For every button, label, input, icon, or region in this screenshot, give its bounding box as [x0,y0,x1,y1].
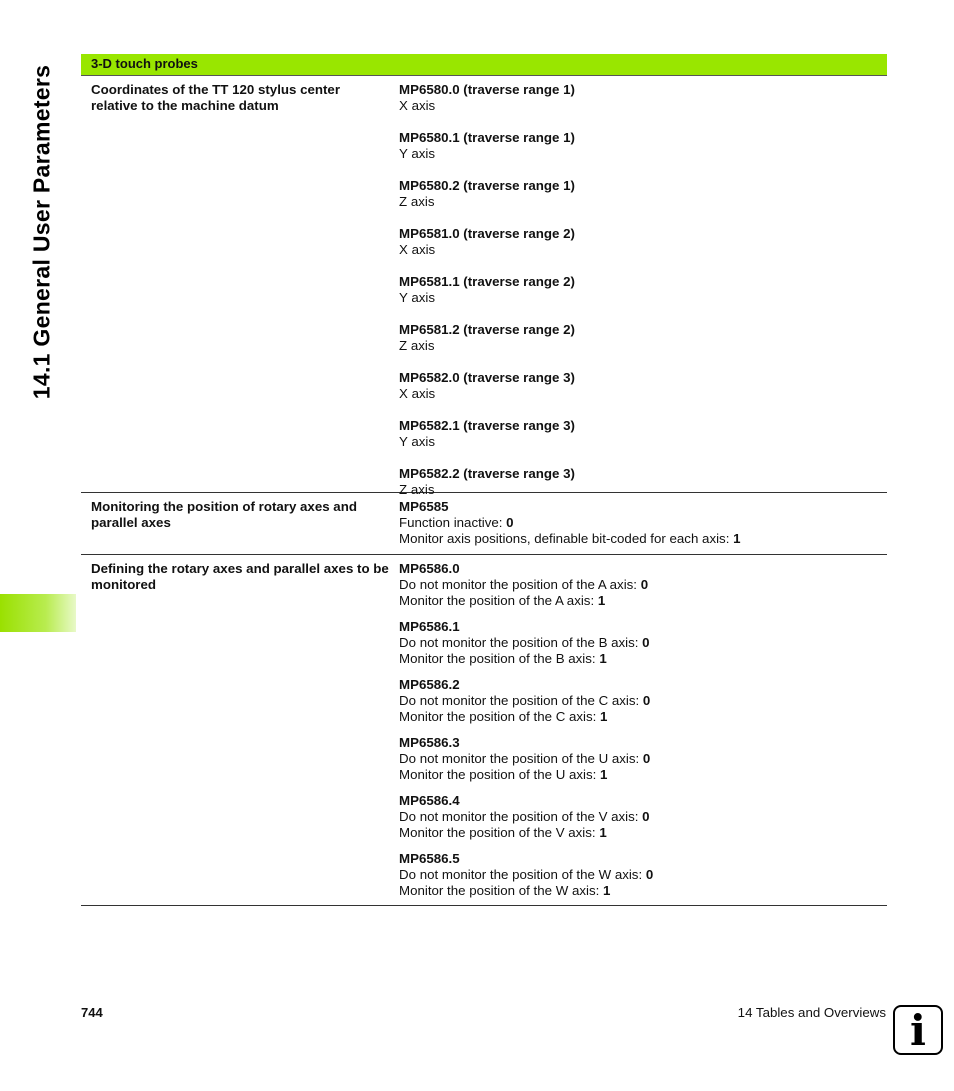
param-line-value: 0 [642,635,650,650]
param-line [399,693,887,709]
info-icon[interactable] [893,1005,943,1055]
param-name: MP6580.1 (traverse range 1) [399,130,575,145]
chapter-side-title-text: 14.1 General User Parameters [28,64,55,400]
param-block [399,793,887,841]
param-line-text: Monitor the position of the A axis: [399,593,598,608]
param-name: MP6580.0 (traverse range 1) [399,82,575,97]
row-label: Coordinates of the TT 120 stylus center relative to the machine datum [91,82,341,113]
table-row [81,493,887,555]
param-line [399,709,887,725]
param-line [399,515,887,531]
chapter-side-title [22,52,62,412]
param-line [399,825,887,841]
param-block [399,274,887,306]
param-line-text: Do not monitor the position of the A axis: [399,577,641,592]
param-block [399,178,887,210]
param-line-value: 0 [642,809,650,824]
param-line: X axis [399,386,436,401]
param-block [399,226,887,258]
param-name: MP6581.2 (traverse range 2) [399,322,575,337]
param-line [399,767,887,783]
param-line: Z axis [399,194,435,209]
param-name: MP6586.3 [399,735,460,750]
param-line: Y axis [399,434,435,449]
parameters-table [81,54,887,906]
row-body [399,561,887,897]
param-name: MP6586.2 [399,677,460,692]
param-line: X axis [399,242,436,257]
param-line-value: 1 [597,593,606,608]
param-line-text: Do not monitor the position of the U axis: [399,751,643,766]
param-line-value: 1 [733,531,741,546]
param-name: MP6582.1 (traverse range 3) [399,418,575,433]
param-block [399,619,887,667]
param-line [399,809,887,825]
param-line-text: Do not monitor the position of the W axis: [399,867,646,882]
param-line-value: 1 [600,767,608,782]
table-header: 3-D touch probes [81,54,887,76]
param-line: Y axis [399,146,435,161]
param-line: Z axis [399,482,435,497]
param-line-value: 0 [645,867,654,882]
param-line-text: Do not monitor the position of the V axis: [399,809,643,824]
param-name: MP6582.2 (traverse range 3) [399,466,575,481]
param-name: MP6586.0 [399,561,460,576]
param-name: MP6586.4 [399,793,460,808]
param-block [399,561,887,609]
param-line-text: Monitor axis positions, definable bit-coded for each axis: [399,531,734,546]
footer-chapter-title: 14 Tables and Overviews [737,1005,886,1020]
param-name: MP6586.1 [399,619,460,634]
param-line [399,531,887,547]
param-block [399,370,887,402]
param-block [399,851,887,899]
param-line-text: Function inactive: [399,515,507,530]
param-block [399,735,887,783]
param-name: MP6581.1 (traverse range 2) [399,274,575,289]
param-line [399,635,887,651]
param-block [399,418,887,450]
param-name: MP6585 [399,499,449,514]
param-block [399,82,887,114]
param-line-value: 1 [599,825,607,840]
param-block [399,677,887,725]
row-label: Defining the rotary axes and parallel axes to be monitored [91,561,389,592]
param-line-value: 0 [642,751,651,766]
param-line-value: 0 [506,515,514,530]
param-line [399,867,887,883]
param-block [399,499,887,547]
param-line [399,883,887,899]
param-name: MP6586.5 [399,851,460,866]
param-name: MP6581.0 (traverse range 2) [399,226,575,241]
row-body [399,499,887,546]
param-line [399,751,887,767]
info-icon-glyph: i [910,1005,926,1055]
param-line-text: Monitor the position of the V axis: [399,825,600,840]
param-line-text: Monitor the position of the W axis: [399,883,603,898]
param-line-text: Monitor the position of the C axis: [399,709,601,724]
param-line [399,651,887,667]
param-line-text: Monitor the position of the U axis: [399,767,601,782]
chapter-tab-marker [0,594,76,632]
param-name: MP6582.0 (traverse range 3) [399,370,575,385]
param-line: Y axis [399,290,435,305]
param-line-value: 1 [600,709,608,724]
param-line-value: 1 [602,883,611,898]
param-line-text: Monitor the position of the B axis: [399,651,600,666]
param-line-value: 1 [599,651,607,666]
page-number: 744 [81,1005,103,1020]
param-block [399,466,887,498]
param-line-value: 0 [642,693,651,708]
param-line-text: Do not monitor the position of the B axis: [399,635,643,650]
param-line: Z axis [399,338,435,353]
param-line [399,577,887,593]
table-row [81,555,887,906]
param-name: MP6580.2 (traverse range 1) [399,178,575,193]
param-line [399,593,887,609]
param-block [399,130,887,162]
row-label: Monitoring the position of rotary axes and parallel axes [91,499,357,530]
table-row [81,76,887,497]
row-body [399,82,887,497]
param-block [399,322,887,354]
param-line: X axis [399,98,436,113]
param-line-text: Do not monitor the position of the C axis: [399,693,643,708]
param-line-value: 0 [640,577,649,592]
